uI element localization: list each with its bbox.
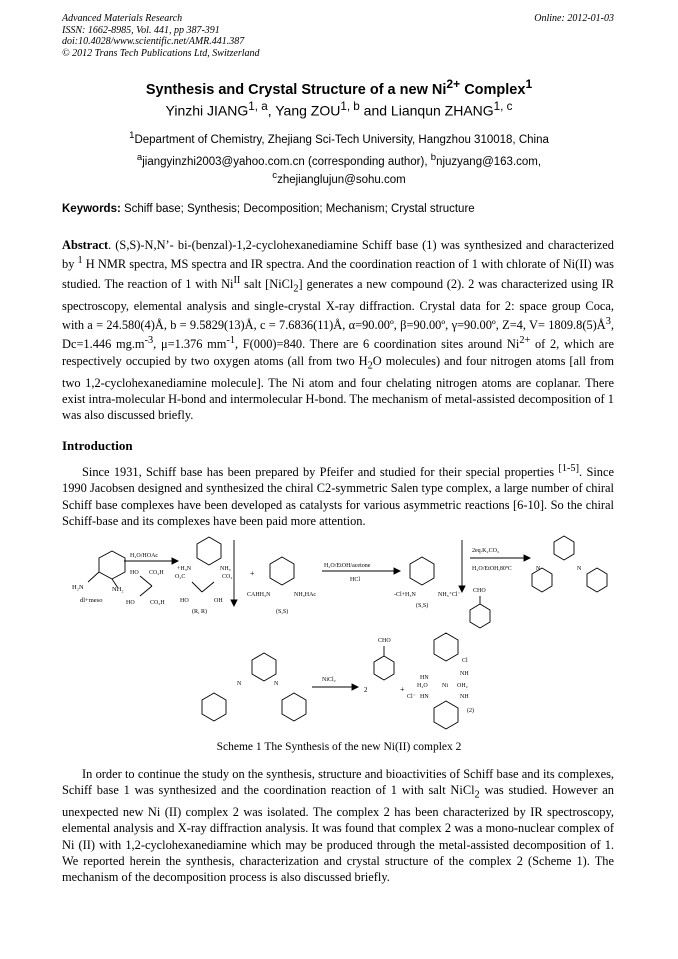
issn-line: ISSN: 1662-8985, Vol. 441, pp 387-391 xyxy=(62,24,220,36)
svg-text:HN: HN xyxy=(420,694,429,700)
diaminocyclohexane-racemic xyxy=(72,551,125,604)
diamine-acetate-ss xyxy=(247,557,316,615)
svg-text:NH₃⁺Cl⁻: NH₃⁺Cl⁻ xyxy=(438,592,461,598)
svg-text:HN: HN xyxy=(420,675,429,681)
svg-text:(R, R): (R, R) xyxy=(192,609,207,615)
coefficient-2: 2 xyxy=(364,686,368,694)
svg-text:(2): (2) xyxy=(467,708,474,714)
svg-text:N: N xyxy=(274,681,279,687)
plus-sign: + xyxy=(250,569,255,578)
abstract: Abstract. (S,S)-N,N’- bi-(benzal)-1,2-cyclohexanediamine Schiff base (1) was synthesized and characterized by $^1$ H NMR spectra, MS spectra and IR spectra. And the coordination reaction of 1 with chlorate of Ni(II) was studied. The reaction of 1 with $Ni^{II}$ salt [NiCl$_2$] generates a new compound (2). 2 was characterized using IR spectroscopy, elemental analysis and single-crystal X-ray diffraction. Crystal data for 2: space group Coca, with a = 24.580(4)Å, b = 9.5829(13)Å, c = 7.6836(11)Å, α=90.00º, β=90.00º, γ=90.00º, Z=4, $V= 1809.8(5)Å^3$, Dc=1.446 $mg.m^{-3}$, μ=1.376 $mm^{-1}$, F(000)=840. There are 6 coordination sites around $Ni^{2+}$ of 2, which are respectively occupied by two oxygen atoms (all from two $H_2O$ molecules) and four nitrogen atoms [all from two 1,2-cyclohexanediamine molecule]. The Ni atom and four chelating nitrogen atoms are coplanar. There exist intra-molecular H-bond and intermolecular H-bond. The mechanism of metal-assisted decomposition of 1 was also discussed briefly. xyxy=(62,238,615,423)
svg-text:CO₂H: CO₂H xyxy=(149,570,164,576)
scheme-caption: Scheme 1 The Synthesis of the new Ni(II) complex 2 xyxy=(216,741,462,753)
svg-text:H₂O: H₂O xyxy=(417,683,428,689)
paper-title: Synthesis and Crystal Structure of a new $Ni^{2+}$ Complex$^1$ xyxy=(145,77,533,98)
arrow-step-3 xyxy=(470,548,530,572)
svg-text:N: N xyxy=(536,566,541,572)
copyright-line: © 2012 Trans Tech Publications Ltd, Switzerland xyxy=(62,47,260,59)
svg-text:NH: NH xyxy=(460,671,469,677)
svg-text:HO: HO xyxy=(180,598,189,604)
svg-text:+H₃N: +H₃N xyxy=(177,566,192,572)
svg-text:CHO: CHO xyxy=(378,638,391,644)
introduction-paragraph-1: Since 1931, Schiff base has been prepared by Pfeifer and studied for their special properties [1-5]. Since 1990 Jacobsen designed and synthesized the chiral C2-symmetric Salen type complex, a large number of chiral Schiff base complexes have been developed as catalysts for various asymmetric reactions [6-10]. So the chiral Schiff-base and its complexes have been paid more attention. xyxy=(62,463,614,529)
svg-text:O₂C: O₂C xyxy=(175,574,186,580)
tartrate-salt-rr xyxy=(175,537,237,615)
svg-text:CO₂H: CO₂H xyxy=(150,600,165,606)
nickel-complex-2 xyxy=(407,633,474,729)
svg-text:Cl: Cl xyxy=(462,658,468,664)
keywords: Keywords: Schiff base; Synthesis; Decomposition; Mechanism; Crystal structure xyxy=(62,203,475,215)
svg-text:H₂O/EtOH/acetone: H₂O/EtOH/acetone xyxy=(324,563,371,569)
affiliation: $^1$Department of Chemistry, Zhejiang Sci-Tech University, Hangzhou 310018, China xyxy=(129,130,549,146)
svg-text:-Cl+H₃N: -Cl+H₃N xyxy=(394,592,416,598)
arrow-step-2 xyxy=(322,563,400,583)
svg-text:NH: NH xyxy=(460,694,469,700)
schiff-base-1-bottom xyxy=(202,653,306,721)
svg-text:HO: HO xyxy=(130,570,139,576)
svg-text:NiCl₂: NiCl₂ xyxy=(322,677,336,683)
svg-text:(S,S): (S,S) xyxy=(276,609,289,615)
schiff-base-1-top xyxy=(532,536,607,592)
online-date: Online: 2012-01-03 xyxy=(534,13,614,24)
journal-name: Advanced Materials Research xyxy=(62,13,183,24)
svg-text:H₂N: H₂N xyxy=(72,584,84,591)
svg-text:(S,S): (S,S) xyxy=(416,603,429,609)
plus-sign-2: + xyxy=(400,685,405,694)
benzaldehyde-2 xyxy=(374,638,394,680)
svg-text:NH₃: NH₃ xyxy=(220,566,231,572)
svg-text:H₂O/EtOH,80ºC: H₂O/EtOH,80ºC xyxy=(472,566,512,572)
reaction-scheme xyxy=(62,530,622,738)
svg-text:Cl⁻: Cl⁻ xyxy=(407,694,416,700)
svg-text:dl+meso: dl+meso xyxy=(80,597,103,604)
section-heading-introduction: Introduction xyxy=(62,438,133,453)
journal-header xyxy=(62,13,260,59)
svg-text:HO: HO xyxy=(126,600,135,606)
doi-line: doi:10.4028/www.scientific.net/AMR.441.387 xyxy=(62,36,245,47)
diamine-hcl-salt-ss xyxy=(394,557,461,609)
author-list: Yinzhi JIANG$^{1, a}$, Yang ZOU$^{1, b}$ and Lianqun ZHANG$^{1, c}$ xyxy=(165,100,513,119)
svg-text:OH: OH xyxy=(214,598,223,604)
svg-text:2eq.K₂CO₃: 2eq.K₂CO₃ xyxy=(472,548,500,554)
author-emails: $^a$jiangyinzhi2003@yahoo.com.cn (corresponding author), $^b$njuzyang@163.com, $^c$zhejianglujun@sohu.com xyxy=(136,152,542,186)
svg-text:Ni: Ni xyxy=(442,683,448,689)
arrow-step-1 xyxy=(124,553,178,606)
svg-text:NH₃HAc: NH₃HAc xyxy=(294,592,317,598)
svg-text:CHO: CHO xyxy=(473,588,486,594)
arrow-step-4 xyxy=(312,677,358,690)
svg-text:CO₂: CO₂ xyxy=(222,574,233,580)
svg-text:CAHH₃N: CAHH₃N xyxy=(247,592,271,598)
svg-text:H₂O/HOAc: H₂O/HOAc xyxy=(130,553,159,559)
svg-text:OH₂: OH₂ xyxy=(457,683,468,689)
introduction-paragraph-2: In order to continue the study on the synthesis, structure and bioactivities of Schiff base and its complexes, Schiff base 1 was synthesized and the coordination reaction of 1 with salt NiCl$_2$ was studied. However an unexpected new Ni (II) complex 2 was isolated. The complex 2 has been characterized by IR spectroscopy, elemental analysis and X-ray diffraction analysis. It was found that complex 2 was a mono-nuclear complex of Ni (II) with 1,2-cyclohexanediamine which may be produced through the metal-assisted decomposition of 1. We reported herein the synthesis, characterization and crystal structure of the complex 2 (Scheme 1). The mechanism of the decomposition process is also discussed briefly. xyxy=(62,767,614,885)
svg-text:HCl: HCl xyxy=(350,577,361,583)
svg-text:NH₂: NH₂ xyxy=(112,586,124,593)
svg-text:N: N xyxy=(577,566,582,572)
svg-text:N: N xyxy=(237,681,242,687)
